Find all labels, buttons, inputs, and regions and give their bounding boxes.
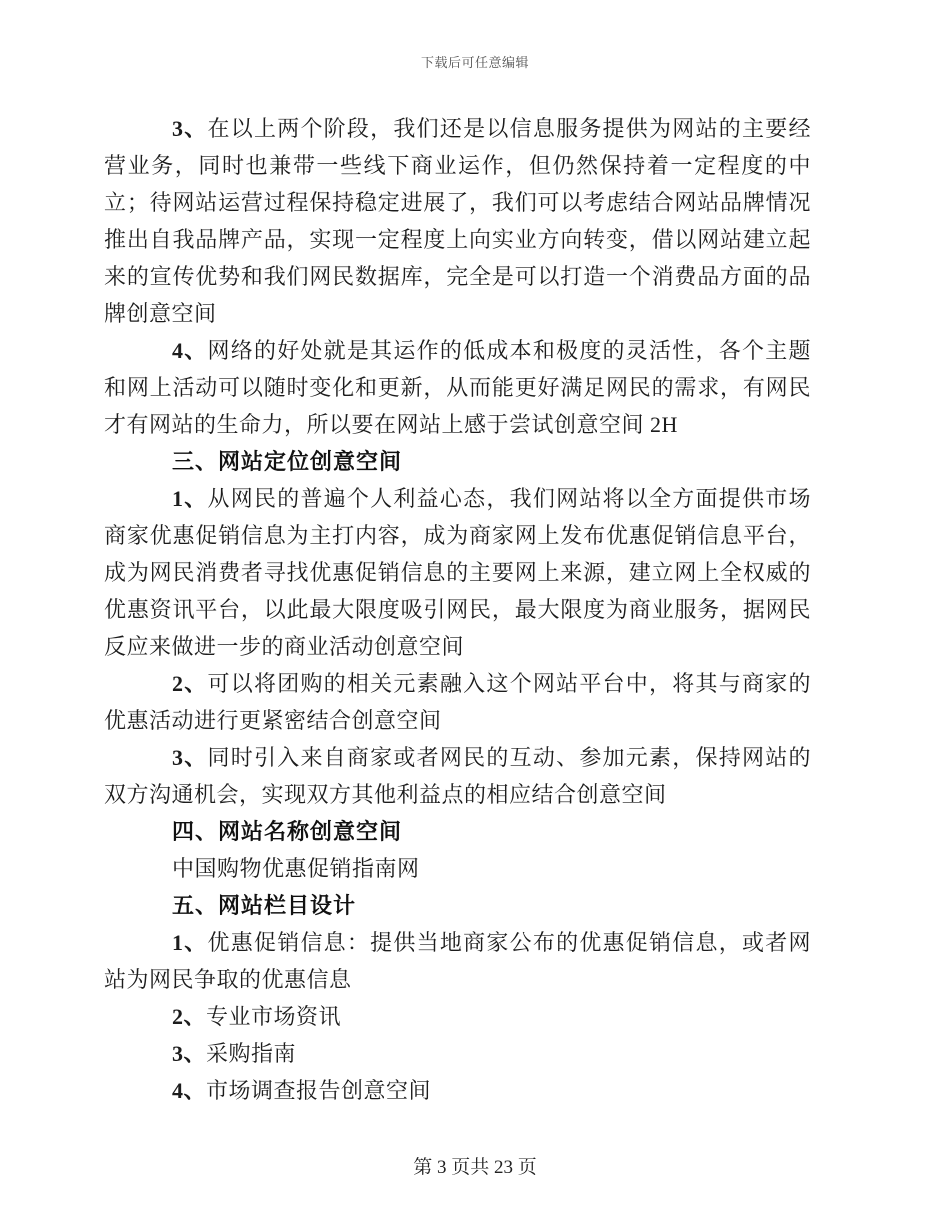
paragraph-column-4 xyxy=(104,1072,811,1109)
paragraph-positioning-2-number: 2、 xyxy=(172,671,208,696)
paragraph-stage-3 xyxy=(104,110,811,332)
paragraph-column-1-number: 1、 xyxy=(172,930,208,955)
paragraph-positioning-3 xyxy=(104,739,811,813)
heading-section-5: 五、网站栏目设计 xyxy=(172,893,357,918)
paragraph-column-2-text: 专业市场资讯 xyxy=(206,1004,342,1029)
document-body xyxy=(104,110,811,1109)
paragraph-positioning-2 xyxy=(104,665,811,739)
paragraph-column-4-text: 市场调查报告创意空间 xyxy=(206,1078,432,1103)
heading-section-3: 三、网站定位创意空间 xyxy=(172,449,403,474)
paragraph-column-1 xyxy=(104,924,811,998)
paragraph-stage-4-text: 网络的好处就是其运作的低成本和极度的灵活性，各个主题和网上活动可以随时变化和更新，从而能更好满足网民的需求，有网民才有网站的生命力，所以要在网站上感于尝试创意空间 2H xyxy=(104,338,811,437)
paragraph-stage-4 xyxy=(104,332,811,443)
paragraph-stage-3-number: 3、 xyxy=(172,116,208,141)
paragraph-stage-4-number: 4、 xyxy=(172,338,208,363)
page-number-indicator: 第 3 页共 23 页 xyxy=(413,1157,537,1178)
paragraph-positioning-3-text: 同时引入来自商家或者网民的互动、参加元素，保持网站的双方沟通机会，实现双方其他利益点的相应结合创意空间 xyxy=(104,745,811,807)
paragraph-positioning-1-number: 1、 xyxy=(172,486,208,511)
paragraph-positioning-1-text: 从网民的普遍个人利益心态，我们网站将以全方面提供市场商家优惠促销信息为主打内容，成为商家网上发布优惠促销信息平台，成为网民消费者寻找优惠促销信息的主要网上来源，建立网上全权威的优惠资讯平台，以此最大限度吸引网民，最大限度为商业服务，据网民反应来做进一步的商业活动创意空间 xyxy=(104,486,811,659)
paragraph-column-3 xyxy=(104,1035,811,1072)
heading-section-4: 四、网站名称创意空间 xyxy=(172,819,403,844)
paragraph-positioning-3-number: 3、 xyxy=(172,745,208,770)
paragraph-column-2-number: 2、 xyxy=(172,1004,207,1029)
paragraph-column-3-text: 采购指南 xyxy=(206,1041,297,1066)
paragraph-column-2 xyxy=(104,998,811,1035)
paragraph-column-1-text: 优惠促销信息：提供当地商家公布的优惠促销信息，或者网站为网民争取的优惠信息 xyxy=(104,930,811,992)
paragraph-positioning-2-text: 可以将团购的相关元素融入这个网站平台中，将其与商家的优惠活动进行更紧密结合创意空间 xyxy=(104,671,811,733)
page-header-note: 下载后可任意编辑 xyxy=(420,55,529,70)
paragraph-column-4-number: 4、 xyxy=(172,1078,207,1103)
paragraph-stage-3-text: 在以上两个阶段，我们还是以信息服务提供为网站的主要经营业务，同时也兼带一些线下商业运作，但仍然保持着一定程度的中立；待网站运营过程保持稳定进展了，我们可以考虑结合网站品牌情况推出自我品牌产品，实现一定程度上向实业方向转变，借以网站建立起来的宣传优势和我们网民数据库，完全是可以打造一个消费品方面的品牌创意空间 xyxy=(104,116,811,326)
paragraph-positioning-1 xyxy=(104,480,811,665)
website-name-line: 中国购物优惠促销指南网 xyxy=(172,856,420,881)
paragraph-column-3-number: 3、 xyxy=(172,1041,207,1066)
